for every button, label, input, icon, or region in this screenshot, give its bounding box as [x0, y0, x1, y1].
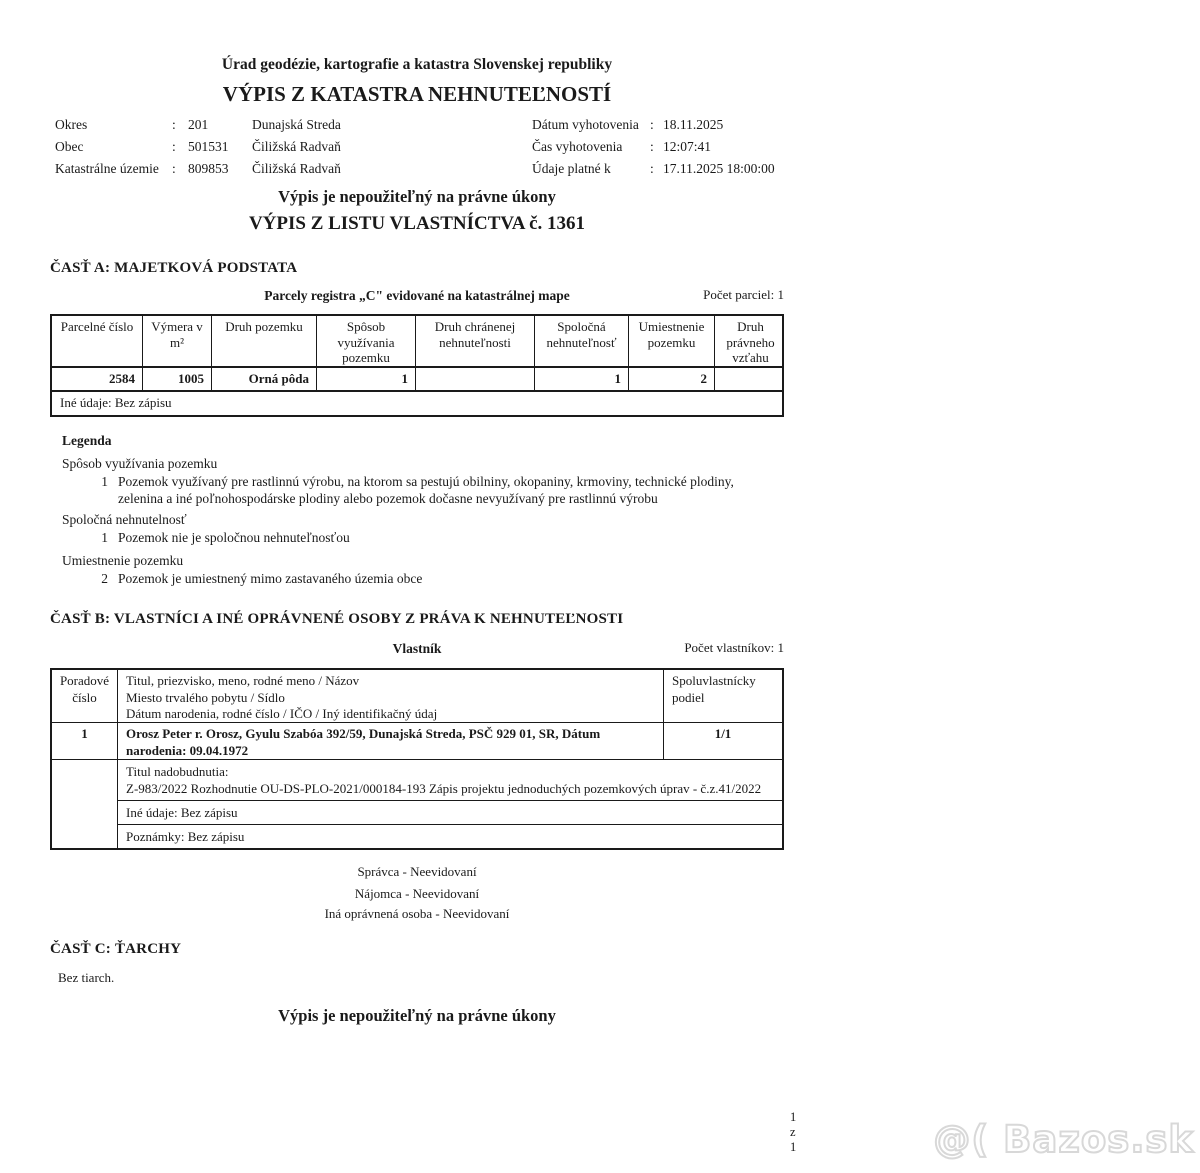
legend-group-location-item — [101, 570, 766, 587]
legend-group-common-item — [101, 529, 766, 546]
document-content — [50, 0, 797, 1173]
cas-vyhotovenia-label: Čas vyhotovenia — [532, 139, 623, 154]
unregistered-tenant: Nájomca - Neevidovaní — [354, 886, 480, 901]
parcel-usage-value: 1 — [317, 368, 416, 390]
part-c-heading: ČASŤ C: ŤARCHY — [50, 941, 182, 957]
obec-colon: : — [172, 139, 176, 154]
parcel-location-value: 2 — [629, 368, 715, 390]
legend-usage-code: 1 — [101, 474, 108, 489]
owner-notes-row: Poznámky: Bez zápisu — [117, 825, 782, 848]
parcels-header-umiestnenie: Umiestnenie pozemku — [629, 316, 715, 366]
part-a-subheading-row — [50, 287, 784, 305]
unregistered-other-person: Iná oprávnená osoba - Neevidovaní — [324, 906, 510, 921]
ownership-list-title: VÝPIS Z LISTU VLASTNÍCTVA č. 1361 — [248, 213, 586, 234]
cas-vyhotovenia-colon: : — [650, 139, 654, 154]
owners-header-identity — [118, 670, 664, 722]
obec-label: Obec — [55, 139, 84, 154]
owner-other-data-row: Iné údaje: Bez zápisu — [117, 801, 782, 825]
unregistered-administrator: Správca - Neevidovaní — [357, 864, 477, 879]
parcel-land-type-value: Orná pôda — [212, 368, 317, 390]
okres-name: Dunajská Streda — [252, 117, 341, 132]
identity-line2: Miesto trvalého pobytu / Sídlo — [126, 689, 285, 705]
udaje-platne-k-value: 17.11.2025 18:00:00 — [663, 161, 775, 176]
page-number: 1 z 1 — [790, 1110, 797, 1154]
poradove-line1: Poradové — [59, 673, 110, 688]
owner-section-row — [50, 640, 784, 658]
owners-header-poradove-cislo — [52, 670, 118, 722]
katastralne-uzemie-label: Katastrálne územie — [55, 161, 159, 176]
okres-label: Okres — [55, 117, 88, 132]
parcels-header-druh-pravneho-vztahu: Druh právneho vzťahu — [726, 319, 775, 365]
parcels-header-druh-pozemku: Druh pozemku — [212, 316, 317, 366]
info-row-okres — [50, 117, 784, 135]
katastralne-uzemie-name: Čiližská Radvaň — [252, 161, 341, 176]
owners-header-share — [664, 670, 782, 722]
owners-table-header-row — [52, 670, 782, 723]
okres-colon: : — [172, 117, 176, 132]
legend-group-common-name: Spoločná nehnutelnosť — [62, 512, 187, 527]
share-line1: Spoluvlastnícky — [672, 673, 756, 688]
no-encumbrances-text: Bez tiarch. — [58, 970, 115, 985]
parcels-table-header-row — [52, 316, 782, 368]
udaje-platne-k-label: Údaje platné k — [532, 161, 611, 176]
obec-name: Čiližská Radvaň — [252, 139, 341, 154]
owners-table — [50, 668, 784, 850]
parcels-header-spolocna-nehnutelnost: Spoločná nehnuteľnosť — [535, 316, 629, 366]
parcels-register-subheading: Parcely registra „C" evidované na katastrálnej mape — [264, 288, 570, 303]
legend-group-usage-item — [101, 473, 766, 507]
legend-group-usage-name: Spôsob využívania pozemku — [62, 456, 218, 471]
parcel-legal-relation-value — [715, 368, 786, 390]
datum-vyhotovenia-colon: : — [650, 117, 654, 132]
owner-seq-number: 1 — [52, 723, 118, 759]
parcels-table — [50, 314, 784, 417]
parcels-header-sposob-vyuzivania: Spôsob využívania pozemku — [317, 316, 416, 366]
legend-location-text: Pozemok je umiestnený mimo zastavaného územia obce — [118, 571, 423, 586]
part-b-heading: ČASŤ B: VLASTNÍCI A INÉ OPRÁVNENÉ OSOBY Z PRÁVA K NEHNUTEĽNOSTI — [50, 611, 624, 627]
acquisition-title-row — [117, 760, 782, 801]
owner-label: Vlastník — [392, 641, 442, 656]
katastralne-uzemie-code: 809853 — [188, 161, 229, 176]
owner-data-row — [52, 723, 782, 760]
identity-line3: Dátum narodenia, rodné číslo / IČO / Iný identifikačný údaj — [126, 706, 438, 721]
legend-common-code: 1 — [101, 530, 108, 545]
parcels-table-other-data: Iné údaje: Bez zápisu — [60, 395, 172, 410]
legend-title: Legenda — [62, 433, 112, 448]
owner-share-value: 1/1 — [714, 726, 732, 741]
acquisition-text: Z-983/2022 Rozhodnutie OU-DS-PLO-2021/000184-193 Zápis projektu jednoduchých pozemkových úprav - č.z.41/2022 — [126, 781, 762, 796]
part-a-heading: ČASŤ A: MAJETKOVÁ PODSTATA — [50, 260, 298, 276]
parcel-count: Počet parciel: 1 — [703, 287, 784, 302]
document-title: VÝPIS Z KATASTRA NEHNUTEĽNOSTÍ — [222, 82, 612, 106]
okres-code: 201 — [188, 117, 209, 132]
datum-vyhotovenia-label: Dátum vyhotovenia — [532, 117, 639, 132]
owner-identity-value: Orosz Peter r. Orosz, Gyulu Szabóa 392/59, Dunajská Streda, PSČ 929 01, SR, Dátum narodenia: 09.04.1972 — [118, 723, 664, 759]
parcels-header-parcelne-cislo: Parcelné číslo — [52, 316, 143, 366]
acquisition-label: Titul nadobudnutia: — [126, 764, 229, 779]
udaje-platne-k-colon: : — [650, 161, 654, 176]
parcels-table-data-row — [52, 368, 782, 392]
parcel-common-property-value: 1 — [535, 368, 629, 390]
legal-disclaimer-bottom: Výpis je nepoužiteľný na právne úkony — [278, 1006, 556, 1025]
poradove-line2: číslo — [72, 689, 97, 705]
info-row-katastralne-uzemie — [50, 161, 784, 179]
legend-common-text: Pozemok nie je spoločnou nehnuteľnosťou — [118, 530, 350, 545]
owner-count: Počet vlastníkov: 1 — [684, 640, 784, 655]
info-row-obec — [50, 139, 784, 157]
legend-location-code: 2 — [101, 571, 108, 586]
identity-line1: Titul, priezvisko, meno, rodné meno / Názov — [126, 673, 360, 688]
legend-group-location-name: Umiestnenie pozemku — [62, 553, 184, 568]
legal-disclaimer-top: Výpis je nepoužiteľný na právne úkony — [278, 187, 556, 206]
parcel-area-value: 1005 — [143, 368, 212, 390]
parcels-header-druh-chranenej: Druh chránenej nehnuteľnosti — [416, 316, 535, 366]
datum-vyhotovenia-value: 18.11.2025 — [663, 117, 724, 132]
cas-vyhotovenia-value: 12:07:41 — [663, 139, 712, 154]
bazos-watermark: @( Bazos.sk — [933, 1118, 1194, 1161]
share-line2: podiel — [672, 689, 705, 705]
obec-code: 501531 — [188, 139, 229, 154]
legend-usage-text: Pozemok využívaný pre rastlinnú výrobu, na ktorom sa pestujú obilniny, okopaniny, krmoviny, technické plodiny, zelenina a iné poľnohospodárske plodiny alebo pozemok dočasne nevyužívaný pre rastlinnú výrobu — [118, 474, 734, 506]
parcels-header-vymera: Výmera v m² — [143, 316, 212, 366]
authority-title: Úrad geodézie, kartografie a katastra Slovenskej republiky — [221, 56, 613, 73]
parcel-protected-type-value — [416, 368, 535, 390]
parcel-number-value: 2584 — [52, 368, 143, 390]
katastralne-uzemie-colon: : — [172, 161, 176, 176]
